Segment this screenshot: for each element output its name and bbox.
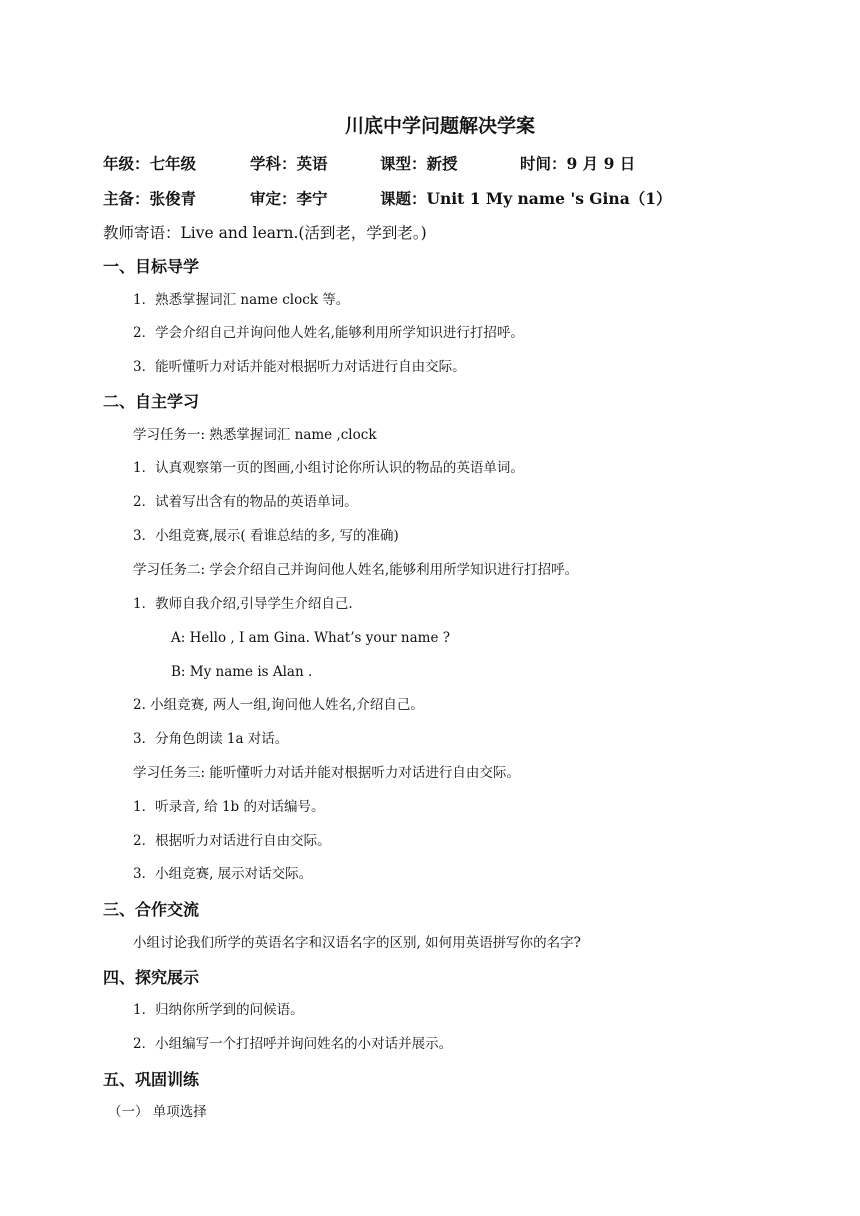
list-item: 2．根据听力对话进行自由交际。 bbox=[133, 833, 331, 849]
dialog-line: B: My name is Alan . bbox=[171, 664, 313, 680]
section-heading-goals: 一、目标导学 bbox=[103, 257, 200, 276]
dialog-line: A: Hello , I am Gina. What’s your name ? bbox=[171, 630, 450, 646]
grade-field: 年级：七年级 bbox=[103, 154, 197, 173]
list-item: 2．试着写出含有的物品的英语单词。 bbox=[133, 494, 358, 510]
lesson-type-field: 课型：新授 bbox=[380, 154, 458, 173]
list-item: 3．能听懂听力对话并能对根据听力对话进行自由交际。 bbox=[133, 359, 466, 375]
list-item: 2．小组编写一个打招呼并询问姓名的小对话并展示。 bbox=[133, 1036, 453, 1052]
list-item: 3．小组竞赛,展示( 看谁总结的多, 写的准确) bbox=[133, 528, 399, 544]
list-item: 1．归纳你所学到的问候语。 bbox=[133, 1002, 304, 1018]
list-item: 1．熟悉掌握词汇 name clock 等。 bbox=[133, 292, 350, 308]
task-heading: 学习任务二: 学会介绍自己并询问他人姓名,能够利用所学知识进行打招呼。 bbox=[133, 562, 579, 578]
section-heading-exploration: 四、探究展示 bbox=[103, 968, 200, 987]
lead-teacher-field: 主备：张俊青 bbox=[103, 189, 197, 208]
paragraph: 小组讨论我们所学的英语名字和汉语名字的区别, 如何用英语拼写你的名字? bbox=[133, 935, 581, 951]
list-item: 2. 小组竞赛, 两人一组,询问他人姓名,介绍自己。 bbox=[133, 697, 424, 713]
section-heading-practice: 五、巩固训练 bbox=[103, 1070, 200, 1089]
section-heading-self-study: 二、自主学习 bbox=[103, 392, 200, 411]
list-item: 1．听录音, 给 1b 的对话编号。 bbox=[133, 799, 325, 815]
lesson-topic-field: 课题：Unit 1 My name 's Gina（1） bbox=[380, 189, 672, 208]
subsection-heading: （一） 单项选择 bbox=[108, 1104, 207, 1120]
list-item: 1．认真观察第一页的图画,小组讨论你所认识的物品的英语单词。 bbox=[133, 460, 524, 476]
date-field: 时间：9 月 9 日 bbox=[520, 154, 636, 173]
task-heading: 学习任务一: 熟悉掌握词汇 name ,clock bbox=[133, 427, 377, 443]
task-heading: 学习任务三: 能听懂听力对话并能对根据听力对话进行自由交际。 bbox=[133, 765, 520, 781]
section-heading-cooperation: 三、合作交流 bbox=[103, 900, 200, 919]
reviewer-field: 审定：李宁 bbox=[250, 189, 328, 208]
subject-field: 学科：英语 bbox=[250, 154, 328, 173]
list-item: 2．学会介绍自己并询问他人姓名,能够利用所学知识进行打招呼。 bbox=[133, 325, 524, 341]
page-title: 川底中学问题解决学案 bbox=[344, 115, 535, 137]
teacher-motto: 教师寄语：Live and learn.(活到老，学到老。) bbox=[103, 224, 427, 242]
list-item: 3．小组竞赛, 展示对话交际。 bbox=[133, 866, 313, 882]
list-item: 3．分角色朗读 1a 对话。 bbox=[133, 731, 289, 747]
list-item: 1．教师自我介绍,引导学生介绍自己. bbox=[133, 596, 353, 612]
